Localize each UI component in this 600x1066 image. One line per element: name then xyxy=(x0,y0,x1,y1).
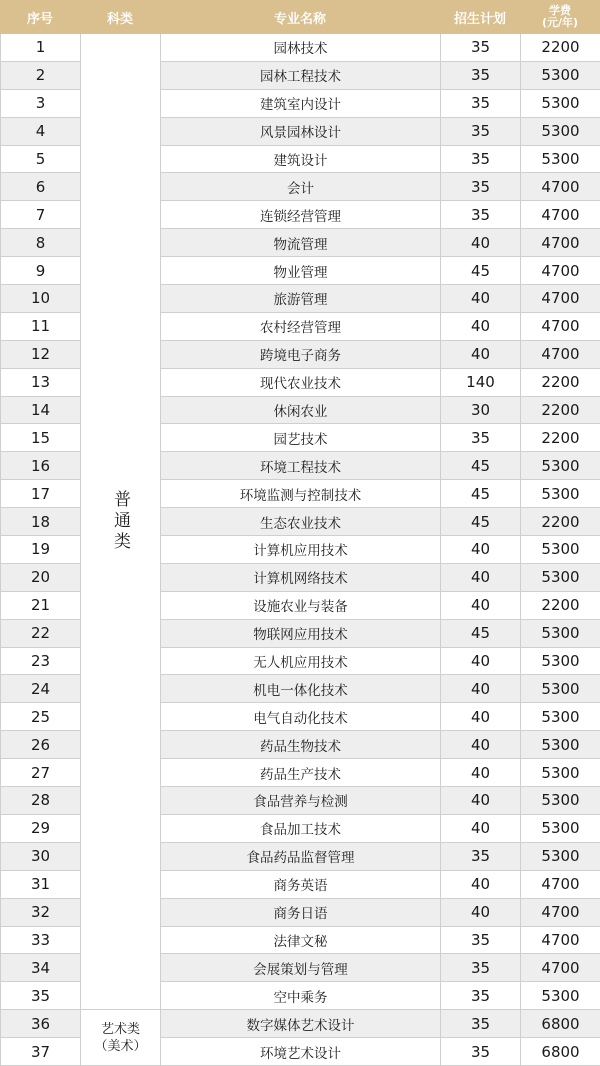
row-plan: 45 xyxy=(441,620,521,648)
row-index: 18 xyxy=(1,508,81,536)
row-plan: 40 xyxy=(441,341,521,369)
row-plan: 35 xyxy=(441,62,521,90)
row-major: 建筑室内设计 xyxy=(161,90,441,118)
row-major: 旅游管理 xyxy=(161,285,441,313)
row-fee: 5300 xyxy=(521,62,600,90)
row-index: 35 xyxy=(1,982,81,1010)
row-plan: 40 xyxy=(441,759,521,787)
row-major: 法律文秘 xyxy=(161,927,441,955)
row-plan: 35 xyxy=(441,954,521,982)
row-plan: 40 xyxy=(441,313,521,341)
row-index: 2 xyxy=(1,62,81,90)
row-plan: 45 xyxy=(441,452,521,480)
row-index: 19 xyxy=(1,536,81,564)
row-fee: 6800 xyxy=(521,1038,600,1066)
row-major: 食品加工技术 xyxy=(161,815,441,843)
category-general-cell xyxy=(81,34,161,1010)
row-major: 会展策划与管理 xyxy=(161,954,441,982)
row-fee: 5300 xyxy=(521,90,600,118)
header-plan: 招生计划 xyxy=(453,11,506,27)
header-index: 序号 xyxy=(26,11,53,27)
row-major: 风景园林设计 xyxy=(161,118,441,146)
row-index: 24 xyxy=(1,675,81,703)
row-index: 37 xyxy=(1,1038,81,1066)
row-index: 7 xyxy=(1,201,81,229)
row-fee: 2200 xyxy=(521,34,600,62)
row-major: 物联网应用技术 xyxy=(161,620,441,648)
row-index: 26 xyxy=(1,731,81,759)
row-fee: 5300 xyxy=(521,648,600,676)
row-plan: 35 xyxy=(441,1038,521,1066)
row-plan: 40 xyxy=(441,285,521,313)
row-plan: 35 xyxy=(441,201,521,229)
row-fee: 4700 xyxy=(521,313,600,341)
row-index: 5 xyxy=(1,146,81,174)
row-major: 商务英语 xyxy=(161,871,441,899)
header-fee-line1: 学费 xyxy=(549,4,571,17)
row-index: 17 xyxy=(1,480,81,508)
row-index: 13 xyxy=(1,369,81,397)
row-plan: 35 xyxy=(441,173,521,201)
row-fee: 4700 xyxy=(521,229,600,257)
row-major: 物流管理 xyxy=(161,229,441,257)
row-index: 1 xyxy=(1,34,81,62)
row-plan: 35 xyxy=(441,118,521,146)
row-index: 9 xyxy=(1,257,81,285)
row-plan: 40 xyxy=(441,815,521,843)
row-index: 11 xyxy=(1,313,81,341)
row-major: 商务日语 xyxy=(161,899,441,927)
row-fee: 4700 xyxy=(521,899,600,927)
row-plan: 40 xyxy=(441,871,521,899)
header-category: 科类 xyxy=(106,11,133,27)
row-major: 园艺技术 xyxy=(161,424,441,452)
row-fee: 5300 xyxy=(521,536,600,564)
row-major: 会计 xyxy=(161,173,441,201)
header-major: 专业名称 xyxy=(273,11,326,27)
row-fee: 5300 xyxy=(521,146,600,174)
category-art-cell xyxy=(81,1010,161,1066)
row-plan: 140 xyxy=(441,369,521,397)
row-fee: 2200 xyxy=(521,508,600,536)
row-plan: 35 xyxy=(441,1010,521,1038)
row-major: 建筑设计 xyxy=(161,146,441,174)
row-plan: 40 xyxy=(441,648,521,676)
row-fee: 4700 xyxy=(521,871,600,899)
row-fee: 5300 xyxy=(521,815,600,843)
row-plan: 40 xyxy=(441,592,521,620)
row-plan: 35 xyxy=(441,34,521,62)
row-major: 电气自动化技术 xyxy=(161,703,441,731)
row-plan: 45 xyxy=(441,508,521,536)
row-major: 药品生产技术 xyxy=(161,759,441,787)
row-index: 12 xyxy=(1,341,81,369)
row-index: 25 xyxy=(1,703,81,731)
row-index: 20 xyxy=(1,564,81,592)
row-fee: 5300 xyxy=(521,703,600,731)
row-major: 数字媒体艺术设计 xyxy=(161,1010,441,1038)
row-index: 31 xyxy=(1,871,81,899)
row-plan: 40 xyxy=(441,899,521,927)
row-fee: 4700 xyxy=(521,173,600,201)
row-plan: 45 xyxy=(441,257,521,285)
row-fee: 5300 xyxy=(521,564,600,592)
row-plan: 35 xyxy=(441,843,521,871)
row-plan: 40 xyxy=(441,731,521,759)
row-plan: 45 xyxy=(441,480,521,508)
row-major: 环境艺术设计 xyxy=(161,1038,441,1066)
row-major: 环境工程技术 xyxy=(161,452,441,480)
row-major: 空中乘务 xyxy=(161,982,441,1010)
row-major: 食品药品监督管理 xyxy=(161,843,441,871)
row-index: 27 xyxy=(1,759,81,787)
row-index: 4 xyxy=(1,118,81,146)
row-fee: 5300 xyxy=(521,787,600,815)
row-index: 6 xyxy=(1,173,81,201)
row-index: 14 xyxy=(1,397,81,425)
row-fee: 4700 xyxy=(521,201,600,229)
row-fee: 5300 xyxy=(521,843,600,871)
row-index: 29 xyxy=(1,815,81,843)
row-plan: 35 xyxy=(441,424,521,452)
row-plan: 40 xyxy=(441,675,521,703)
row-plan: 35 xyxy=(441,982,521,1010)
row-plan: 40 xyxy=(441,703,521,731)
row-major: 物业管理 xyxy=(161,257,441,285)
row-major: 园林工程技术 xyxy=(161,62,441,90)
row-plan: 30 xyxy=(441,397,521,425)
row-fee: 5300 xyxy=(521,675,600,703)
row-index: 22 xyxy=(1,620,81,648)
category-general-label: 普通类 xyxy=(110,490,130,554)
row-index: 21 xyxy=(1,592,81,620)
row-index: 10 xyxy=(1,285,81,313)
row-fee: 2200 xyxy=(521,397,600,425)
row-index: 33 xyxy=(1,927,81,955)
row-major: 连锁经营管理 xyxy=(161,201,441,229)
row-fee: 6800 xyxy=(521,1010,600,1038)
table-header xyxy=(0,0,600,34)
row-major: 计算机网络技术 xyxy=(161,564,441,592)
row-index: 23 xyxy=(1,648,81,676)
row-plan: 35 xyxy=(441,146,521,174)
row-major: 跨境电子商务 xyxy=(161,341,441,369)
row-index: 36 xyxy=(1,1010,81,1038)
row-fee: 4700 xyxy=(521,341,600,369)
row-plan: 40 xyxy=(441,564,521,592)
row-fee: 5300 xyxy=(521,759,600,787)
row-major: 现代农业技术 xyxy=(161,369,441,397)
row-major: 休闲农业 xyxy=(161,397,441,425)
table-body xyxy=(0,34,600,1066)
row-index: 15 xyxy=(1,424,81,452)
row-index: 3 xyxy=(1,90,81,118)
row-fee: 5300 xyxy=(521,452,600,480)
row-fee: 4700 xyxy=(521,954,600,982)
row-fee: 5300 xyxy=(521,118,600,146)
row-plan: 40 xyxy=(441,229,521,257)
row-major: 药品生物技术 xyxy=(161,731,441,759)
header-fee-line2: (元/年) xyxy=(541,16,579,29)
row-index: 30 xyxy=(1,843,81,871)
row-fee: 5300 xyxy=(521,982,600,1010)
row-plan: 40 xyxy=(441,787,521,815)
row-index: 16 xyxy=(1,452,81,480)
row-major: 食品营养与检测 xyxy=(161,787,441,815)
category-art-sublabel: （美术） xyxy=(94,1038,147,1054)
row-major: 生态农业技术 xyxy=(161,508,441,536)
row-fee: 4700 xyxy=(521,927,600,955)
row-plan: 35 xyxy=(441,90,521,118)
row-major: 设施农业与装备 xyxy=(161,592,441,620)
header-fee xyxy=(520,0,600,34)
row-fee: 5300 xyxy=(521,480,600,508)
row-plan: 40 xyxy=(441,536,521,564)
row-index: 34 xyxy=(1,954,81,982)
row-major: 农村经营管理 xyxy=(161,313,441,341)
row-major: 环境监测与控制技术 xyxy=(161,480,441,508)
row-index: 8 xyxy=(1,229,81,257)
row-major: 无人机应用技术 xyxy=(161,648,441,676)
row-major: 计算机应用技术 xyxy=(161,536,441,564)
row-plan: 35 xyxy=(441,927,521,955)
row-major: 机电一体化技术 xyxy=(161,675,441,703)
row-fee: 2200 xyxy=(521,424,600,452)
row-fee: 4700 xyxy=(521,285,600,313)
category-art-label: 艺术类 xyxy=(100,1021,140,1037)
row-index: 28 xyxy=(1,787,81,815)
row-index: 32 xyxy=(1,899,81,927)
row-fee: 4700 xyxy=(521,257,600,285)
row-fee: 5300 xyxy=(521,731,600,759)
row-fee: 2200 xyxy=(521,369,600,397)
row-fee: 2200 xyxy=(521,592,600,620)
row-major: 园林技术 xyxy=(161,34,441,62)
row-fee: 5300 xyxy=(521,620,600,648)
